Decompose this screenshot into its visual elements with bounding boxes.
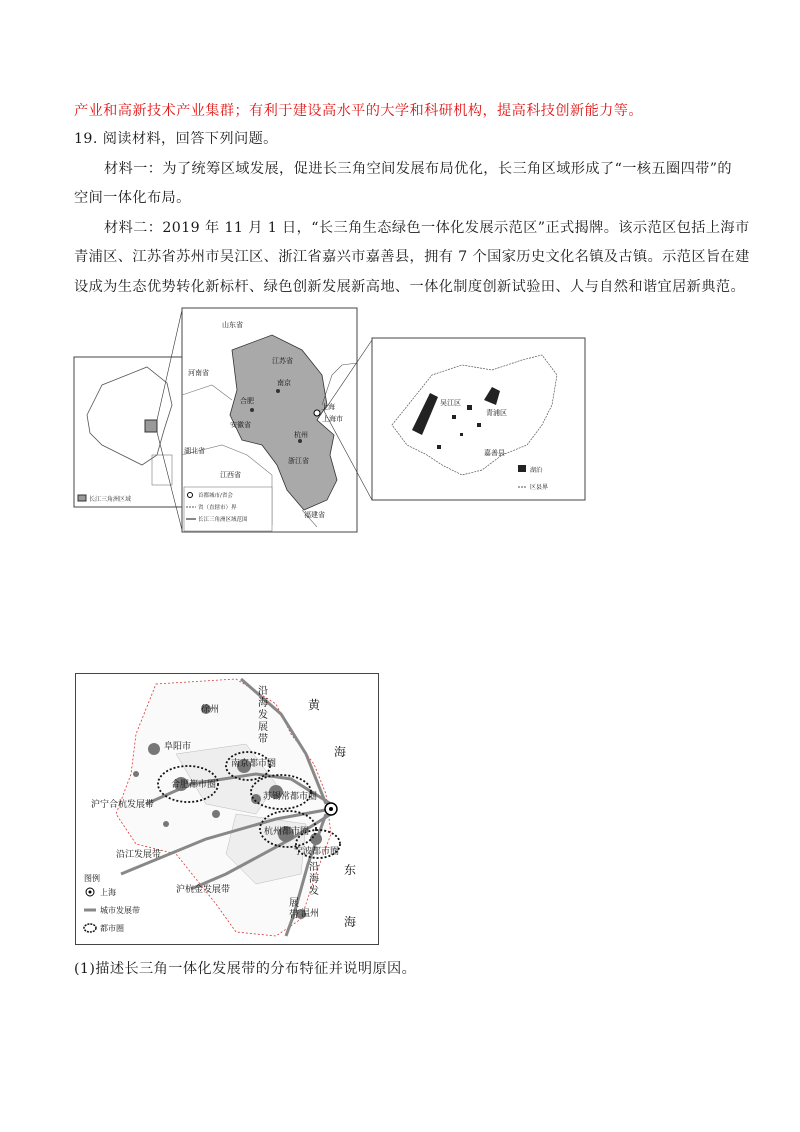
- svg-text:沿江发展带: 沿江发展带: [116, 850, 162, 860]
- material1-line2: 空间一体化布局。: [74, 190, 191, 206]
- svg-text:沪宁合杭发展带: 沪宁合杭发展带: [91, 800, 155, 810]
- material1-line1: 材料一：为了统筹区域发展，促进长三角空间发展布局优化，长三角区域形成了“一核五圈四带”的: [104, 161, 732, 177]
- svg-text:宁波都市圈: 宁波都市圈: [294, 847, 340, 857]
- svg-text:发: 发: [309, 886, 319, 897]
- legend-label: 都市圈: [100, 924, 124, 933]
- legend-label: 城市发展带: [100, 906, 140, 915]
- demo-zone-label: 青浦区: [486, 409, 507, 417]
- hefei-marker: [250, 408, 254, 412]
- answer-tail: 产业和高新技术产业集群；有利于建设高水平的大学和科研机构，提高科技创新能力等。: [74, 103, 643, 119]
- svg-text:沿: 沿: [309, 862, 319, 873]
- svg-text:海: 海: [258, 698, 268, 709]
- capital-legend-icon: [188, 493, 193, 498]
- shanghai-marker-dot: [329, 807, 333, 811]
- svg-text:江西省: 江西省: [220, 471, 241, 479]
- region-legend-label: 首都城市/省会: [198, 493, 233, 499]
- region-legend-label: 长江三角洲区域范围: [198, 517, 248, 523]
- metro-legend-icon: [84, 924, 96, 932]
- svg-text:湖北省: 湖北省: [184, 447, 205, 455]
- demo-legend-label: 湖泊: [530, 467, 543, 474]
- svg-text:带: 带: [289, 910, 299, 921]
- svg-text:杭州: 杭州: [294, 431, 308, 439]
- svg-text:沪杭金发展带: 沪杭金发展带: [176, 885, 231, 895]
- question-19: [74, 128, 278, 148]
- svg-text:南京都市圈: 南京都市圈: [231, 759, 277, 769]
- coastal-belt-label-north: [258, 685, 268, 745]
- china-legend-swatch: [78, 495, 86, 501]
- map-figure-1-svg: [72, 305, 732, 535]
- map-figure-2-svg: [76, 674, 378, 944]
- material2-line2: 青浦区、江苏省苏州市吴江区、浙江省嘉兴市嘉善县，拥有 7 个国家历史文化名镇及古镇。示范区旨在建: [74, 249, 750, 265]
- svg-text:苏锡常都市圈: 苏锡常都市圈: [263, 792, 318, 802]
- svg-text:河南省: 河南省: [188, 369, 209, 377]
- svg-text:发: 发: [258, 710, 268, 721]
- lake-legend-icon: [518, 465, 526, 472]
- hangzhou-marker: [298, 439, 302, 443]
- svg-text:东: 东: [344, 863, 357, 877]
- question-prompt: 阅读材料，回答下列问题。: [102, 131, 278, 147]
- nanjing-marker: [276, 389, 280, 393]
- material2-line1: 材料二：2019 年 11 月 1 日，“长三角生态绿色一体化发展示范区”正式揭牌。该示范区包括上海市: [104, 220, 750, 236]
- svg-text:南京: 南京: [277, 379, 291, 387]
- material2-line3: 设成为生态优势转化新标杆、绿色创新发展新高地、一体化制度创新试验田、人与自然和谐宜居新典范。: [74, 279, 746, 295]
- china-highlight: [145, 420, 157, 432]
- svg-text:合肥都市圈: 合肥都市圈: [171, 780, 217, 790]
- legend-title: 图例: [84, 874, 100, 883]
- svg-text:海: 海: [309, 874, 319, 885]
- svg-text:海: 海: [344, 915, 357, 929]
- svg-text:黄: 黄: [308, 698, 321, 712]
- svg-text:合肥: 合肥: [240, 397, 254, 405]
- svg-text:温州: 温州: [301, 909, 320, 919]
- svg-text:展: 展: [258, 722, 268, 733]
- region-legend-label: 省（直辖市）界: [198, 505, 237, 511]
- svg-text:带: 带: [258, 734, 268, 745]
- svg-text:安徽省: 安徽省: [230, 421, 251, 429]
- svg-text:江苏省: 江苏省: [272, 357, 293, 365]
- svg-text:徐州: 徐州: [201, 705, 220, 715]
- map-figure-1: [72, 305, 732, 535]
- demo-zone-label: 吴江区: [440, 399, 461, 407]
- demo-legend-label: 区县界: [530, 484, 549, 491]
- question-number: 19.: [74, 131, 98, 147]
- demo-zone-label: 嘉善县: [484, 449, 505, 457]
- sub-question-1: (1)描述长三角一体化发展带的分布特征并说明原因。: [74, 961, 417, 977]
- svg-text:山东省: 山东省: [222, 321, 243, 329]
- china-legend-label: 长江三角洲区域: [89, 496, 132, 503]
- svg-text:沿: 沿: [258, 686, 268, 697]
- legend-label: 上海: [100, 888, 116, 897]
- svg-text:海: 海: [334, 745, 347, 759]
- svg-text:杭州都市圈: 杭州都市圈: [264, 827, 310, 837]
- svg-text:上海市: 上海市: [322, 415, 343, 423]
- svg-text:阜阳市: 阜阳市: [164, 742, 192, 752]
- svg-text:浙江省: 浙江省: [288, 457, 309, 465]
- svg-text:福建省: 福建省: [304, 511, 325, 519]
- svg-text:上海: 上海: [321, 403, 335, 411]
- map-figure-2: [75, 673, 379, 945]
- svg-text:展: 展: [289, 898, 299, 909]
- shanghai-marker: [314, 410, 320, 416]
